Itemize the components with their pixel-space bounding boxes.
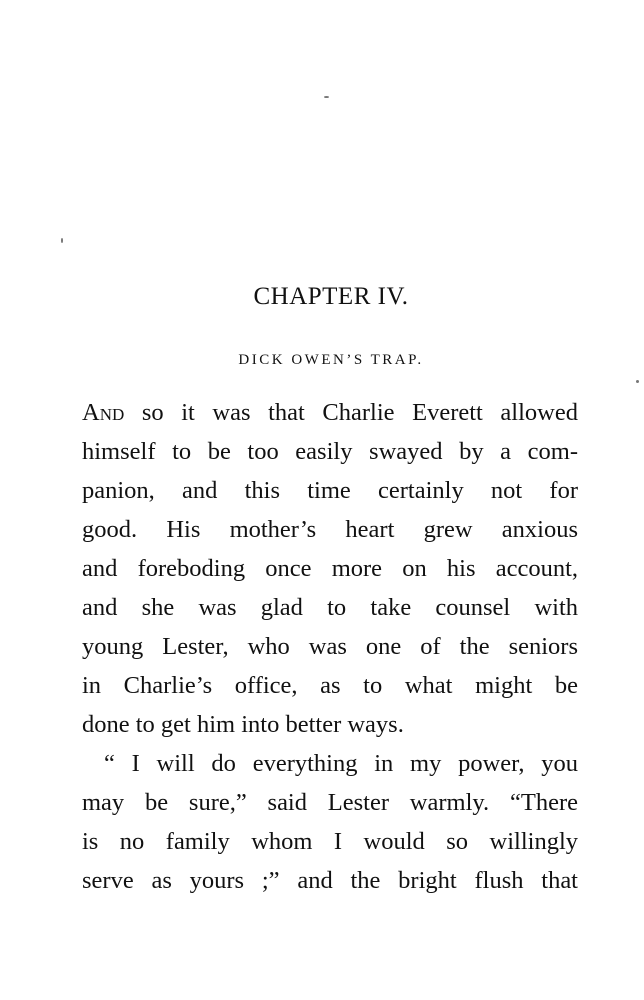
text-line: panion, and this time certainly not for: [82, 477, 578, 504]
text-line: and she was glad to take counsel with: [82, 594, 578, 621]
chapter-title: CHAPTER IV.: [253, 283, 409, 310]
text-line: in Charlie’s office, as to what might be: [82, 672, 578, 699]
text-line: And so it was that Charlie Everett allowed: [82, 399, 578, 426]
text-line: done to get him into better ways.: [82, 711, 404, 738]
text-line: is no family whom I would so willingly: [82, 828, 578, 855]
text-line: “ I will do everything in my power, you: [104, 750, 578, 777]
ink-speck: [636, 380, 639, 383]
text-line: may be sure,” said Lester warmly. “There: [82, 789, 578, 816]
lead-word: And: [82, 399, 125, 426]
text-line: good. His mother’s heart grew anxious: [82, 516, 578, 543]
body-text: [82, 393, 578, 900]
ink-speck: [324, 96, 329, 98]
text-line: young Lester, who was one of the seniors: [82, 633, 578, 660]
chapter-subtitle: DICK OWEN’S TRAP.: [238, 352, 424, 368]
ink-speck: [61, 238, 63, 243]
text-line: serve as yours ;” and the bright flush that: [82, 867, 578, 894]
text-line: and foreboding once more on his account,: [82, 555, 578, 582]
text-line: himself to be too easily swayed by a com-: [82, 438, 578, 465]
